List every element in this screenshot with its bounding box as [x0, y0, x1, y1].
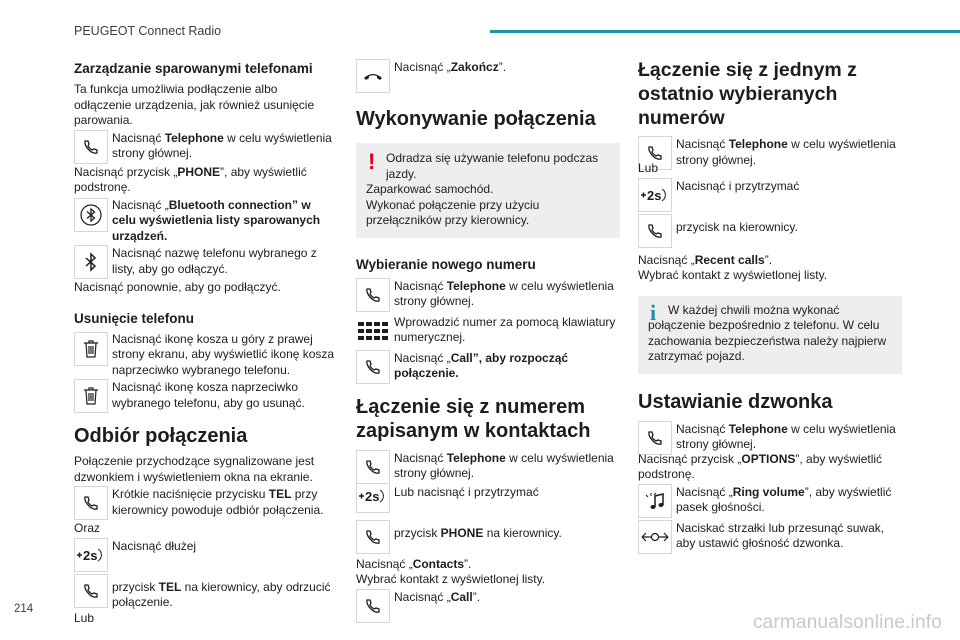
column-3 — [638, 58, 902, 555]
info-box — [638, 296, 902, 374]
section-title-delete-phone: Usunięcie telefonu — [74, 310, 195, 326]
hang-up-icon — [356, 59, 390, 93]
step-text: Nacisnąć — [394, 450, 447, 465]
header-title: PEUGEOT Connect Radio — [74, 24, 222, 38]
bluetooth-icon — [74, 198, 108, 232]
long-press-2s-icon — [638, 178, 672, 212]
section-title-paired-phones: Zarządzanie sparowanymi telefonami — [74, 61, 313, 76]
step-text-bold: Telephone — [446, 450, 506, 465]
phone-icon — [356, 520, 390, 554]
paragraph: ”, aby wyświetlić podstronę. — [74, 164, 307, 194]
section-title-call-contact: Łączenie się z numerem zapisanym w kontaktach — [356, 395, 591, 442]
paragraph: Nacisnąć przycisk „ — [74, 164, 178, 179]
step — [356, 520, 620, 555]
watermark: carmanualsonline.info — [752, 612, 942, 633]
step-text: Krótkie naciśnięcie przycisku — [112, 487, 269, 501]
phone-icon — [356, 450, 390, 484]
paragraph: Wybrać kontakt z wyświetlonej listy. — [638, 268, 828, 282]
step-text: ”, aby wyświetlić pasek głośności. — [676, 484, 892, 514]
step-text: Nacisnąć „ — [394, 589, 451, 604]
header-accent-bar — [490, 30, 960, 33]
step-text-bold: Telephone — [728, 421, 788, 436]
step-text-bold: Bluetooth connection” w celu wyświetlenia listy sparowanych urządzeń. — [112, 197, 321, 243]
step-text: Naciskać strzałki lub przesunąć suwak, aby ustawić głośność dzwonka. — [676, 520, 885, 550]
paragraph: Ta funkcja umożliwia podłączenie albo odłączenie urządzenia, jak również usunięcie parowania. — [74, 82, 315, 127]
svg-text:2s: 2s — [365, 488, 380, 504]
paragraph-bold: Recent calls — [694, 252, 765, 267]
paragraph: Oraz — [74, 521, 101, 535]
step-text-bold: TEL — [268, 487, 292, 501]
step-text-bold: Ring volume — [732, 484, 805, 499]
step — [638, 136, 902, 171]
paragraph: ”. — [764, 252, 773, 267]
step-text: przy kierownicy powoduje odbiór połączenia. — [112, 487, 324, 517]
step-text: Lub nacisnąć i przytrzymać — [394, 484, 539, 499]
paragraph: Wybrać kontakt z wyświetlonej listy. — [356, 572, 546, 586]
column-2 — [356, 58, 620, 624]
step-text: w celu wyświetlenia strony głównej. — [676, 421, 896, 451]
step — [356, 314, 620, 349]
step — [74, 379, 338, 414]
phone-icon — [638, 214, 672, 248]
paragraph-bold: PHONE — [177, 164, 221, 179]
step-text: Nacisnąć ikonę kosza u góry z prawej strony ekranu, aby wyświetlić ikonę kosza naprzeciwko wybranego telefonu. — [112, 331, 335, 377]
info-icon: i — [650, 299, 657, 325]
volume-slider-icon — [638, 520, 672, 554]
paragraph-bold: Contacts — [412, 556, 465, 571]
step-text: w celu wyświetlenia strony głównej. — [676, 137, 896, 167]
svg-text:2s: 2s — [647, 187, 662, 203]
phone-icon — [74, 574, 108, 608]
step-text-bold: Telephone — [446, 278, 506, 293]
step-text: Nacisnąć i przytrzymać — [676, 178, 800, 193]
step-text: Nacisnąć — [394, 278, 447, 293]
step-text: Nacisnąć — [112, 130, 165, 145]
step — [638, 421, 902, 456]
paragraph: Lub — [74, 610, 95, 625]
step-text: Nacisnąć dłużej — [112, 538, 197, 553]
step — [356, 278, 620, 313]
step — [356, 450, 620, 485]
warning-text: Zaparkować samochód. — [366, 182, 494, 196]
paragraph: Nacisnąć ponownie, aby go podłączyć. — [74, 280, 281, 294]
step-text: przycisk — [112, 579, 159, 594]
paragraph-bold: OPTIONS — [741, 451, 796, 466]
section-title-answer-call: Odbiór połączenia — [74, 425, 248, 447]
phone-icon — [356, 350, 390, 384]
step-text: na kierownicy, aby odrzucić połączenie. — [112, 579, 331, 609]
step-text: Nacisnąć „ — [394, 60, 451, 74]
step-text-bold: Call”, aby rozpocząć połączenie. — [394, 350, 569, 380]
phone-icon — [74, 486, 108, 520]
step-text-bold: Telephone — [728, 137, 788, 151]
paragraph: Lub — [638, 161, 659, 175]
paragraph: Nacisnąć „ — [356, 556, 413, 571]
step — [638, 520, 902, 555]
step — [74, 574, 338, 611]
paragraph: Nacisnąć przycisk „ — [638, 451, 742, 466]
step-text: przycisk — [394, 525, 441, 540]
step — [356, 350, 620, 385]
step-text: przycisk na kierownicy. — [676, 219, 798, 234]
step-text: Nacisnąć „ — [676, 484, 733, 499]
step-text: Wprowadzić numer za pomocą klawiatury numerycznej. — [394, 314, 616, 344]
step-text: na kierownicy. — [483, 525, 562, 540]
phone-icon — [356, 278, 390, 312]
trash-icon — [74, 379, 108, 413]
step-text: Nacisnąć — [676, 421, 729, 436]
info-text: W każdej chwili można wykonać połączenie bezpośrednio z telefonu. W celu zachowania bezpieczeństwa należy najpierw zatrzymać pojazd. — [648, 302, 887, 363]
paragraph: Nacisnąć „ — [638, 252, 695, 267]
step — [638, 178, 902, 213]
step-text-bold: Telephone — [164, 130, 224, 145]
phone-icon — [74, 130, 108, 164]
warning-box — [356, 143, 620, 238]
svg-text:2s: 2s — [83, 547, 98, 563]
step-text: ”. — [498, 60, 507, 74]
step-text: Nacisnąć nazwę telefonu wybranego z listy, aby go odłączyć. — [112, 246, 317, 276]
step-text: w celu wyświetlenia strony głównej. — [394, 278, 614, 308]
trash-icon — [74, 332, 108, 366]
step-text: ”. — [472, 589, 481, 604]
paragraph: ”, aby wyświetlić podstronę. — [638, 451, 883, 481]
paragraph: Połączenie przychodzące sygnalizowane jest dzwonkiem i wyświetleniem okna na ekranie. — [74, 454, 315, 484]
step — [638, 484, 902, 519]
step — [638, 214, 902, 249]
music-note-icon — [638, 484, 672, 518]
long-press-2s-icon — [356, 479, 390, 513]
section-title-dial-new-number: Wybieranie nowego numeru — [356, 256, 536, 272]
step-text-bold: Zakończ — [450, 60, 499, 74]
paragraph: ”. — [464, 556, 472, 571]
phone-icon — [638, 421, 672, 455]
step-text-bold: PHONE — [440, 525, 484, 540]
warning-text: Odradza się używanie telefonu podczas jazdy. — [386, 151, 599, 181]
step — [356, 589, 620, 624]
step-text: Nacisnąć — [676, 137, 729, 151]
bluetooth-icon — [74, 245, 108, 279]
warning-text: Wykonać połączenie przy użyciu przełączników przy kierownicy. — [366, 197, 540, 227]
phone-icon — [356, 589, 390, 623]
section-title-ringtone: Ustawianie dzwonka — [638, 390, 833, 413]
step-text: Nacisnąć ikonę kosza naprzeciwko wybranego telefonu, aby go usunąć. — [112, 380, 305, 410]
step — [74, 245, 338, 280]
step-text-bold: TEL — [158, 579, 182, 594]
step — [74, 486, 338, 521]
column-1 — [74, 56, 338, 626]
section-title-recent-call: Łączenie się z jednym z ostatnio wybieranych numerów — [638, 59, 857, 129]
step — [74, 130, 338, 165]
step-text: w celu wyświetlenia strony głównej. — [394, 450, 614, 480]
step-text-bold: Call — [450, 589, 473, 604]
step-text: w celu wyświetlenia strony głównej. — [112, 130, 332, 160]
step-text: Nacisnąć „ — [394, 350, 451, 365]
step — [74, 538, 338, 573]
step-text: Nacisnąć „ — [112, 197, 169, 212]
long-press-2s-icon — [74, 538, 108, 572]
section-title-make-call: Wykonywanie połączenia — [356, 108, 596, 130]
step — [356, 59, 620, 97]
warning-icon: ! — [368, 149, 376, 174]
page-number: 214 — [14, 603, 34, 615]
keypad-icon — [356, 314, 390, 348]
